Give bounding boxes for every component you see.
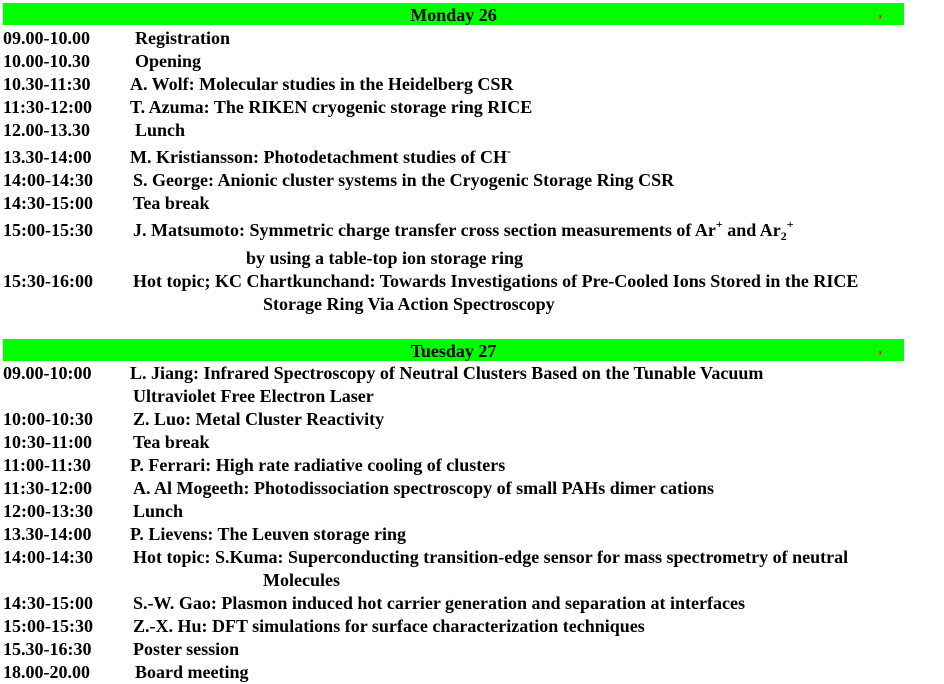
session-time: 10:00-10:30 [3, 409, 93, 429]
session-title: S.-W. Gao: Plasmon induced hot carrier generation and separation at interfaces [133, 593, 745, 613]
superscript: - [507, 144, 511, 158]
title-text: M. Kristiansson: Photodetachment studies of CH [130, 147, 507, 167]
session-time: 11:30-12:00 [3, 97, 92, 117]
session-time: 13.30-14:00 [3, 524, 92, 544]
day-header-title: Tuesday 27 [410, 341, 497, 361]
schedule-row [3, 362, 944, 384]
session-title-continuation: Molecules [263, 570, 340, 590]
session-time: 18.00-20.00 [3, 662, 90, 682]
session-title: Tea break [133, 193, 210, 213]
session-title: S. George: Anionic cluster systems in the Cryogenic Storage Ring CSR [133, 170, 675, 190]
session-title: T. Azuma: The RIKEN cryogenic storage ring RICE [130, 97, 533, 117]
title-text: and Ar [722, 220, 781, 240]
session-title: Hot topic: S.Kuma: Superconducting transition-edge sensor for mass spectrometry of neutral [133, 547, 849, 567]
schedule-row [3, 96, 944, 118]
session-title: P. Lievens: The Leuven storage ring [130, 524, 407, 544]
schedule-row [3, 546, 944, 568]
session-title: Registration [135, 28, 230, 48]
session-time: 12.00-13.30 [3, 120, 90, 140]
session-title: Opening [135, 51, 202, 71]
session-time: 14:00-14:30 [3, 547, 93, 567]
schedule-row [3, 408, 944, 430]
session-time: 14:30-15:00 [3, 593, 93, 613]
schedule-row [3, 477, 944, 499]
subscript: 2 [780, 229, 787, 243]
session-time: 09.00-10.00 [3, 28, 90, 48]
session-title-continuation: Storage Ring Via Action Spectroscopy [263, 294, 555, 314]
session-time: 10.00-10.30 [3, 51, 90, 71]
schedule-row [3, 454, 944, 476]
session-title: Lunch [135, 120, 186, 140]
session-time: 12:00-13:30 [3, 501, 93, 521]
session-time: 13.30-14:00 [3, 147, 92, 167]
schedule-row [3, 192, 944, 214]
session-title: A. Al Mogeeth: Photodissociation spectroscopy of small PAHs dimer cations [133, 478, 714, 498]
session-time: 15.30-16:30 [3, 639, 92, 659]
session-time: 10.30-11:30 [3, 74, 91, 94]
day-header-title: Monday 26 [410, 5, 497, 25]
schedule-row [3, 27, 944, 49]
schedule-row [3, 638, 944, 660]
session-title: Z.-X. Hu: DFT simulations for surface characterization techniques [133, 616, 645, 636]
schedule-row [3, 219, 944, 241]
session-time: 15:00-15:30 [3, 616, 93, 636]
header-mark: , [878, 6, 882, 21]
session-title: Poster session [133, 639, 240, 659]
schedule-row [3, 661, 944, 683]
session-title-continuation: by using a table-top ion storage ring [246, 248, 524, 268]
schedule-row [3, 431, 944, 453]
session-title: A. Wolf: Molecular studies in the Heidelberg CSR [130, 74, 514, 94]
session-time: 15:30-16:00 [3, 271, 93, 291]
schedule-row [3, 615, 944, 637]
schedule-row [3, 500, 944, 522]
day-header-tuesday [3, 339, 904, 361]
schedule-row [3, 169, 944, 191]
session-title: L. Jiang: Infrared Spectroscopy of Neutral Clusters Based on the Tunable Vacuum [130, 363, 764, 383]
schedule-row [3, 119, 944, 141]
session-title: Z. Luo: Metal Cluster Reactivity [133, 409, 385, 429]
title-text: J. Matsumoto: Symmetric charge transfer cross section measurements of Ar [133, 220, 716, 240]
session-title: Hot topic; KC Chartkunchand: Towards Investigations of Pre-Cooled Ions Stored in the RICE [133, 271, 859, 291]
session-title [133, 219, 794, 241]
session-time: 11:00-11:30 [3, 455, 91, 475]
session-time: 14:30-15:00 [3, 193, 93, 213]
schedule-row [3, 146, 944, 168]
session-time: 11:30-12:00 [3, 478, 92, 498]
session-time: 14:00-14:30 [3, 170, 93, 190]
session-title: P. Ferrari: High rate radiative cooling of clusters [130, 455, 506, 475]
schedule-row [3, 73, 944, 95]
schedule-row [3, 270, 944, 292]
session-time: 15:00-15:30 [3, 220, 93, 240]
session-title [130, 146, 511, 168]
header-mark: , [878, 342, 882, 357]
day-header-monday [3, 3, 904, 25]
session-time: 09.00-10:00 [3, 363, 92, 383]
session-title-continuation: Ultraviolet Free Electron Laser [133, 386, 374, 406]
schedule-row [3, 523, 944, 545]
session-time: 10:30-11:00 [3, 432, 92, 452]
session-title: Board meeting [135, 662, 249, 682]
superscript: + [786, 217, 794, 231]
schedule-row [3, 592, 944, 614]
schedule-row [3, 50, 944, 72]
superscript: + [715, 217, 723, 231]
session-title: Tea break [133, 432, 210, 452]
session-title: Lunch [133, 501, 184, 521]
